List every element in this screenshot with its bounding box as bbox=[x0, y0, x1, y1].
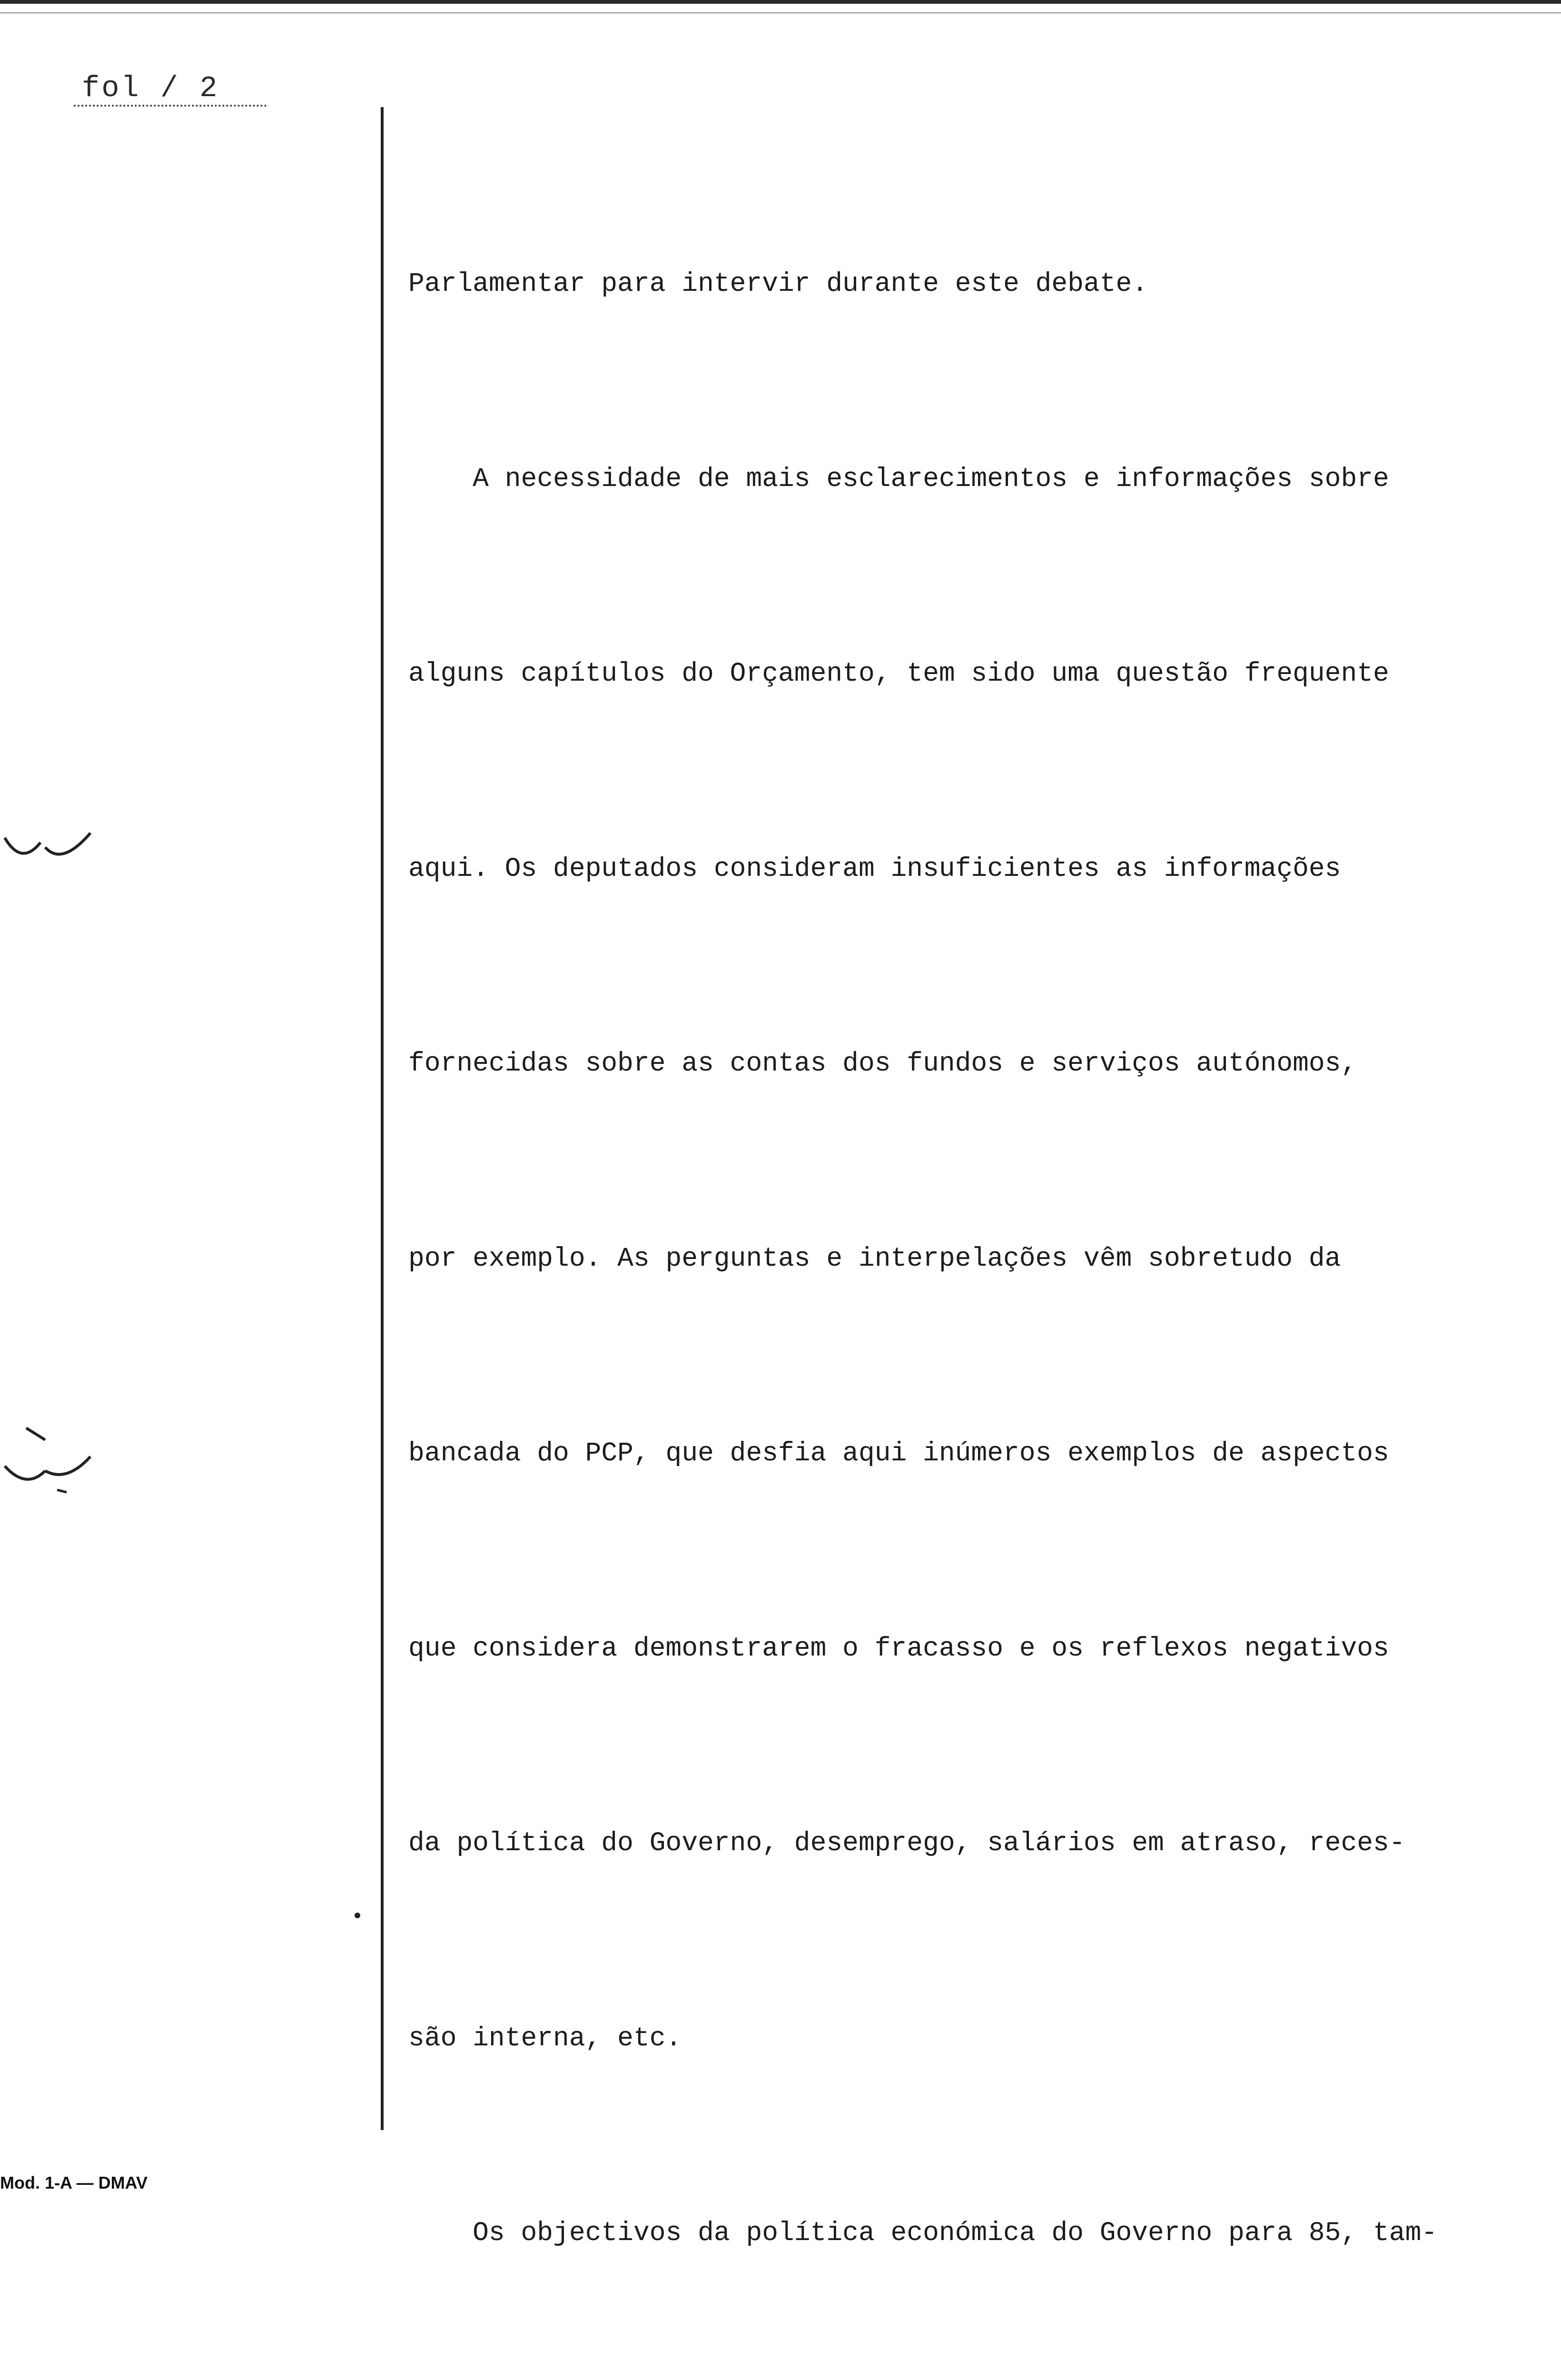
text-line: fornecidas sobre as contas dos fundos e serviços autónomos, bbox=[408, 1048, 1357, 1079]
folio-dotted-rule bbox=[74, 105, 267, 107]
text-line: são interna, etc. bbox=[408, 2023, 682, 2053]
text-line: A necessidade de mais esclarecimentos e informações sobre bbox=[408, 463, 1389, 494]
text-line: aqui. Os deputados consideram insuficientes as informações bbox=[408, 853, 1341, 884]
margin-scribble-mark bbox=[0, 809, 95, 904]
top-edge-rule bbox=[0, 0, 1561, 4]
text-line: alguns capítulos do Orçamento, tem sido uma questão frequente bbox=[408, 658, 1389, 689]
text-line: bancada do PCP, que desfia aqui inúmeros exemplos de aspectos bbox=[408, 1438, 1389, 1468]
folio-number: fol / 2 bbox=[82, 71, 219, 105]
text-line: da política do Governo, desemprego, salários em atraso, reces- bbox=[408, 1828, 1405, 1858]
stray-ink-dot bbox=[355, 1913, 360, 1918]
left-margin-line bbox=[381, 107, 384, 2130]
typewritten-text-block bbox=[408, 121, 1546, 2380]
margin-scribble-mark bbox=[0, 1418, 95, 1514]
text-line: que considera demonstrarem o fracasso e os reflexos negativos bbox=[408, 1633, 1389, 1664]
top-edge-thin-rule bbox=[0, 12, 1561, 13]
text-line: por exemplo. As perguntas e interpelações vêm sobretudo da bbox=[408, 1243, 1341, 1274]
text-line: Parlamentar para intervir durante este debate. bbox=[408, 268, 1148, 299]
form-code-label: Mod. 1-A — DMAV bbox=[0, 2173, 148, 2192]
text-line: Os objectivos da política económica do Governo para 85, tam- bbox=[408, 2218, 1438, 2248]
